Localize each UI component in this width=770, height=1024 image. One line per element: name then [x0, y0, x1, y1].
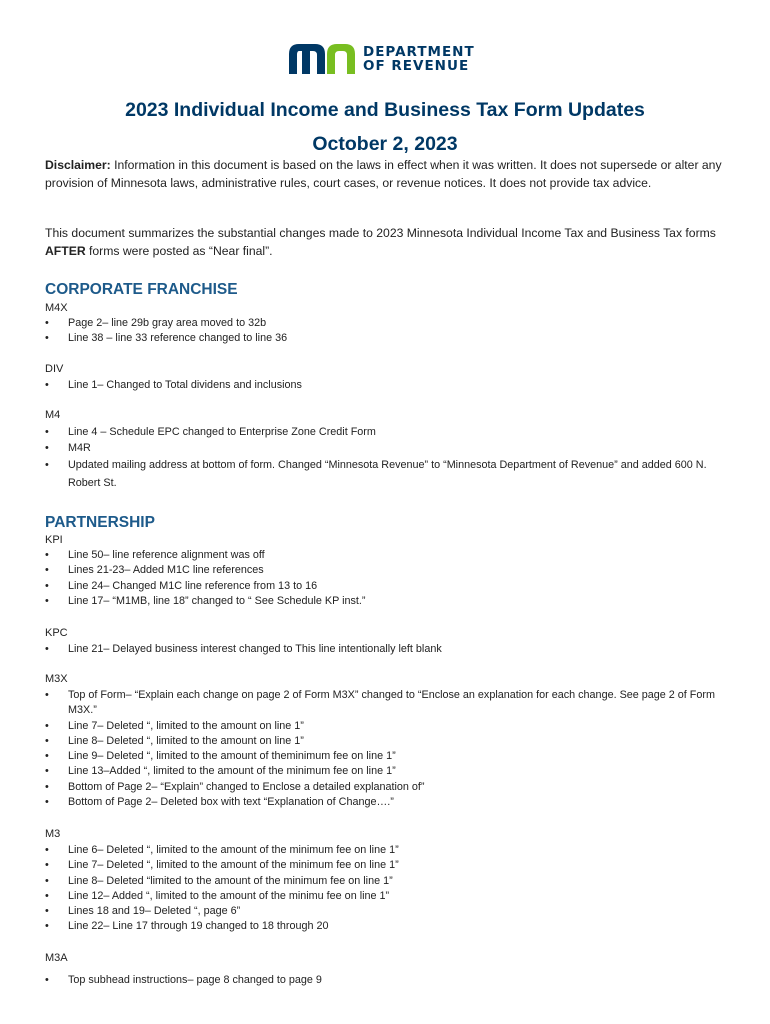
summary-text-end: forms were posted as “Near final”.: [85, 244, 273, 258]
form-name-kpc: KPC: [45, 627, 68, 639]
list-item: • Top subhead instructions– page 8 changed to page 9: [45, 973, 725, 988]
form-name-kpi: KPI: [45, 534, 63, 546]
disclaimer-paragraph: [45, 156, 725, 192]
disclaimer-text: Information in this document is based on the laws in effect when it was written. It does not supersede or alter any provision of Minnesota laws, administrative rules, court cases, or revenue notices. It does not provide tax advice.: [45, 158, 722, 190]
list-item: • Updated mailing address at bottom of form. Changed “Minnesota Revenue” to “Minnesota Department of Revenue” and added 600 N. Robert St.: [45, 456, 725, 492]
logo-line-2: OF REVENUE: [363, 58, 470, 74]
list-item: • Line 21– Delayed business interest changed to This line intentionally left blank: [45, 642, 725, 657]
summary-text-start: This document summarizes the substantial changes made to 2023 Minnesota Individual Income Tax and Business Tax forms: [45, 226, 716, 240]
list-item: • Line 9– Deleted “, limited to the amount of theminimum fee on line 1”: [45, 749, 725, 764]
list-item: • Line 7– Deleted “, limited to the amount on line 1”: [45, 719, 725, 734]
list-item: • Line 38 – line 33 reference changed to line 36: [45, 331, 725, 346]
list-item: • Bottom of Page 2– Deleted box with text “Explanation of Change….”: [45, 795, 725, 810]
logo-wordmark: [363, 45, 475, 73]
list-item: • Line 7– Deleted “, limited to the amount of the minimum fee on line 1”: [45, 858, 725, 873]
document-date: October 2, 2023: [312, 133, 458, 155]
section-heading-partnership: PARTNERSHIP: [45, 514, 155, 531]
div-change-list: [45, 378, 725, 393]
form-name-div: DIV: [45, 363, 64, 375]
document-title: 2023 Individual Income and Business Tax Form Updates: [125, 99, 645, 121]
list-item: • Line 24– Changed M1C line reference from 13 to 16: [45, 579, 725, 594]
list-item: • Bottom of Page 2– “Explain” changed to Enclose a detailed explanation of”: [45, 780, 725, 795]
logo-line-1: DEPARTMENT: [363, 44, 475, 60]
form-name-m3x: M3X: [45, 673, 68, 685]
list-item: • Lines 21-23– Added M1C line references: [45, 563, 725, 578]
kpc-change-list: [45, 642, 725, 657]
list-item: • Line 6– Deleted “, limited to the amount of the minimum fee on line 1”: [45, 843, 725, 858]
list-item: • M4R: [45, 440, 725, 456]
list-item: • Line 50– line reference alignment was off: [45, 548, 725, 563]
form-name-m3: M3: [45, 828, 61, 840]
list-item: • Page 2– line 29b gray area moved to 32b: [45, 316, 725, 331]
form-name-m4x: M4X: [45, 302, 68, 314]
section-heading-corporate-franchise: CORPORATE FRANCHISE: [45, 281, 238, 298]
list-item: • Line 22– Line 17 through 19 changed to 18 through 20: [45, 919, 725, 934]
kpi-change-list: [45, 548, 725, 609]
list-item: • Line 4 – Schedule EPC changed to Enterprise Zone Credit Form: [45, 424, 725, 440]
list-item: • Lines 18 and 19– Deleted “, page 6”: [45, 904, 725, 919]
list-item: • Line 1– Changed to Total dividens and inclusions: [45, 378, 725, 393]
list-item: • Line 8– Deleted “limited to the amount of the minimum fee on line 1”: [45, 874, 725, 889]
list-item: • Line 17– “M1MB, line 18” changed to “ See Schedule KP inst.”: [45, 594, 725, 609]
m4-change-list: [45, 424, 725, 492]
mn-revenue-logo: [289, 44, 475, 74]
list-item: • Line 13–Added “, limited to the amount of the minimum fee on line 1”: [45, 764, 725, 779]
summary-paragraph: [45, 224, 725, 260]
form-name-m4: M4: [45, 409, 61, 421]
list-item: • Line 8– Deleted “, limited to the amount on line 1”: [45, 734, 725, 749]
m3-change-list: [45, 843, 725, 935]
list-item: • Top of Form– “Explain each change on page 2 of Form M3X” changed to “Enclose an explanation for each change. See page 2 of Form M3X.”: [45, 688, 725, 719]
m4x-change-list: [45, 316, 725, 347]
mn-logo-icon: [289, 44, 355, 74]
form-name-m3a: M3A: [45, 952, 68, 964]
list-item: • Line 12– Added “, limited to the amount of the minimu fee on line 1”: [45, 889, 725, 904]
disclaimer-label: Disclaimer:: [45, 158, 111, 172]
m3a-change-list: [45, 973, 725, 988]
summary-emphasis: AFTER: [45, 244, 86, 258]
m3x-change-list: [45, 688, 725, 810]
